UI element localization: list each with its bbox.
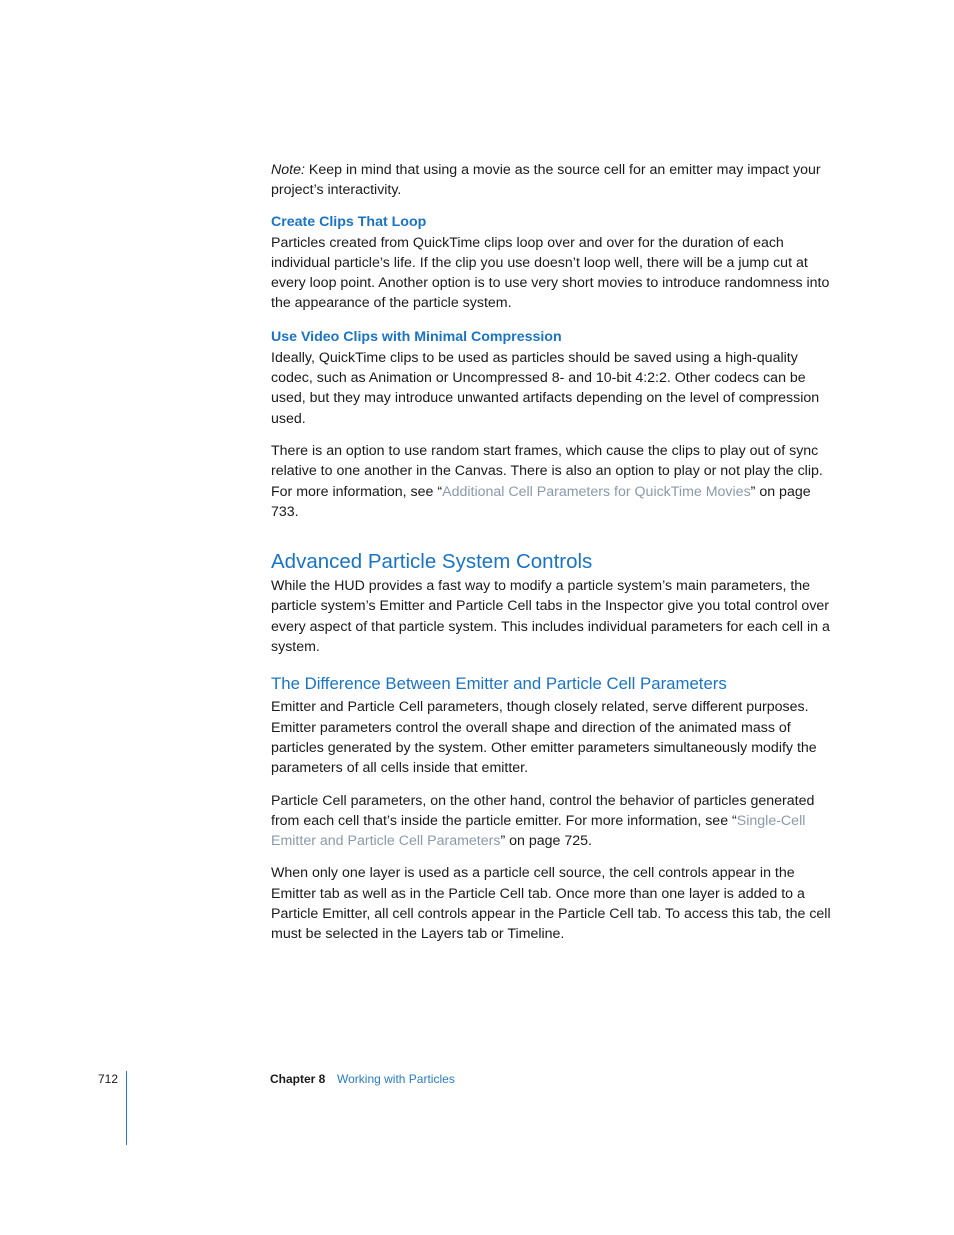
paragraph-difference-1: Emitter and Particle Cell parameters, though closely related, serve different purposes. Emitter parameters control the overall shape and direction of the animated mass of particles generated by the system. Other emitter parameters simultaneously modify the parameters of all cells inside that emitter. <box>271 699 817 777</box>
link-single-cell-emitter-parameters[interactable]: Single-Cell Emitter and Particle Cell Parameters <box>271 812 806 850</box>
footer-chapter-title: Working with Particles <box>337 1072 455 1086</box>
random-start-page-ref: ” on page 733. <box>271 483 811 520</box>
heading-difference-emitter-cell: The Difference Between Emitter and Particle Cell Parameters <box>271 674 727 694</box>
paragraph-clips-loop: Particles created from QuickTime clips loop over and over for the duration of each individual particle’s life. If the clip you use doesn’t loop well, there will be a jump cut at every loop point. Another option is to use very short movies to introduce randomness into the appearance of the particle system. <box>271 234 830 312</box>
paragraph-difference-3: When only one layer is used as a particle cell source, the cell controls appear in the Emitter tab as well as in the Particle Cell tab. Once more than one layer is added to a Particle Emitter, all cell controls appear in the Particle Cell tab. To access this tab, the cell must be selected in the Layers tab or Timeline. <box>271 865 831 943</box>
footer-divider <box>126 1071 127 1145</box>
paragraph-random-start-frames <box>271 441 831 522</box>
heading-minimal-compression: Use Video Clips with Minimal Compression <box>271 328 562 345</box>
note-text: Keep in mind that using a movie as the source cell for an emitter may impact your project’s interactivity. <box>271 162 821 199</box>
difference-2-page-ref: ” on page 725. <box>500 833 592 850</box>
note-paragraph <box>271 160 831 201</box>
footer-chapter: Chapter 8 <box>270 1072 326 1086</box>
paragraph-advanced: While the HUD provides a fast way to modify a particle system’s main parameters, the particle system’s Emitter and Particle Cell tabs in the Inspector give you total control over every aspect of that particle system. This includes individual parameters for each cell in a system. <box>271 578 830 656</box>
link-additional-cell-parameters[interactable]: Additional Cell Parameters for QuickTime Movies <box>442 483 751 500</box>
note-label: Note: <box>271 162 305 178</box>
paragraph-difference-2 <box>271 791 831 852</box>
heading-advanced-particle-system-controls: Advanced Particle System Controls <box>271 550 593 574</box>
paragraph-compression: Ideally, QuickTime clips to be used as particles should be saved using a high-quality codec, such as Animation or Uncompressed 8- and 10-bit 4:2:2. Other codecs can be used, but they may introduce unwanted artifacts depending on the level of compression used. <box>271 349 820 427</box>
random-start-text: There is an option to use random start frames, which cause the clips to play out of sync relative to one another in the Canvas. There is also an option to play or not play the clip. For more information, see “ <box>271 442 823 500</box>
page-content <box>271 160 831 945</box>
difference-2-text: Particle Cell parameters, on the other hand, control the behavior of particles generated from each cell that’s inside the particle emitter. For more information, see “ <box>271 792 815 829</box>
heading-create-clips-that-loop: Create Clips That Loop <box>271 213 427 230</box>
page-number: 712 <box>98 1072 119 1086</box>
